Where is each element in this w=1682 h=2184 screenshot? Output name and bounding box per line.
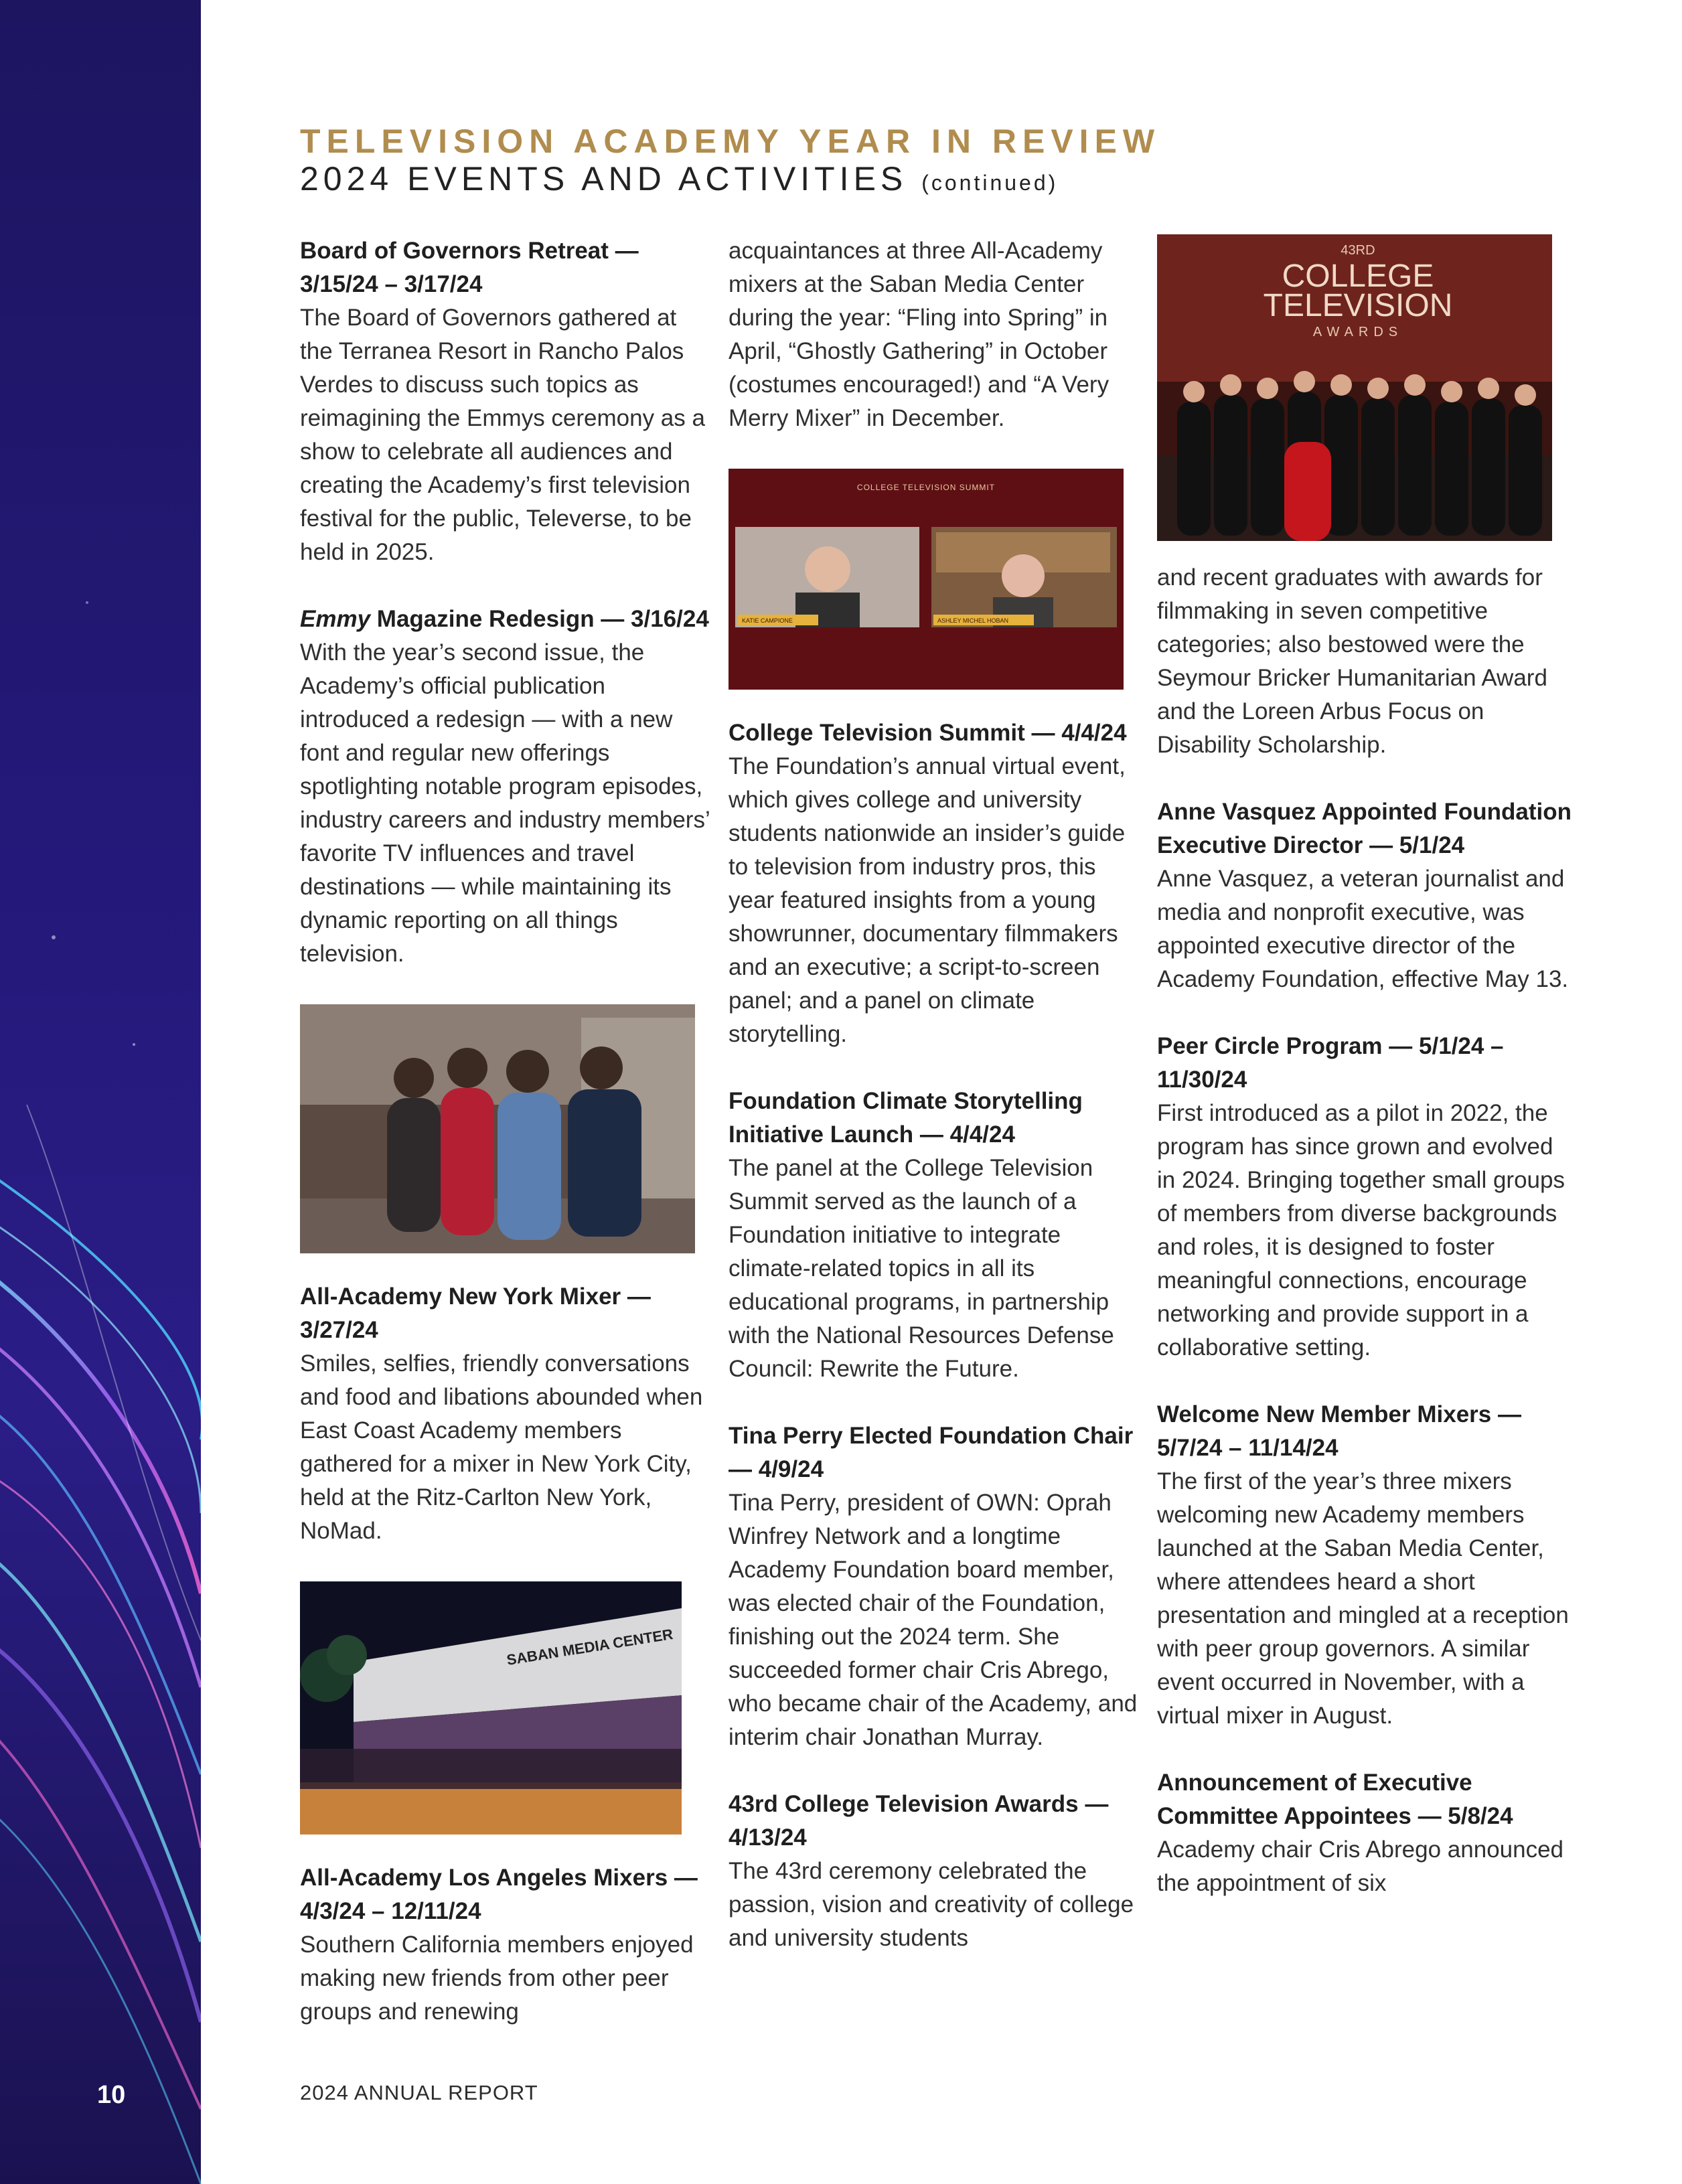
- saban-media-center-photo: [300, 1581, 682, 1835]
- event-body: and recent graduates with awards for filmmaking in seven competitive categories; also bestowed were the Seymour Bricker Humanitarian Award and the Loreen Arbus Focus on Disability Scholarship.: [1157, 564, 1547, 758]
- awards-title-line-2: TELEVISION: [1263, 288, 1453, 323]
- magazine-name: Emmy: [300, 606, 371, 632]
- event-body: The panel at the College Television Summit served as the launch of a Foundation initiative to integrate climate-related topics in all its educational programs, in partnership with the National Resources Defense Council: Rewrite the Future.: [729, 1155, 1114, 1382]
- page-number: 10: [97, 2081, 126, 2109]
- event-title: All-Academy New York Mixer — 3/27/24: [300, 1283, 651, 1343]
- saban-sign-text: SABAN MEDIA CENTER: [505, 1625, 674, 1668]
- event-body: Southern California members enjoyed making new friends from other peer groups and renewing: [300, 1932, 694, 2025]
- awards-title-line-1: COLLEGE: [1282, 258, 1434, 294]
- college-television-awards-photo: [1157, 234, 1552, 541]
- event-title: 43rd College Television Awards — 4/13/24: [729, 1791, 1109, 1851]
- summit-speaker-2: ASHLEY MICHEL HOBAN: [937, 617, 1009, 624]
- event-title: Tina Perry Elected Foundation Chair — 4/9/24: [729, 1423, 1134, 1482]
- event-body: The 43rd ceremony celebrated the passion, vision and creativity of college and university students: [729, 1858, 1134, 1951]
- event-body: The Board of Governors gathered at the Terranea Resort in Rancho Palos Verdes to discuss such topics as reimagining the Emmys ceremony as a show to celebrate all audiences and creating the Academy’s first television festival for the public, Televerse, to be held in 2025.: [300, 305, 705, 565]
- footer-label: 2024 ANNUAL REPORT: [300, 2081, 538, 2104]
- decorative-sidebar: [0, 0, 201, 2184]
- event-title: Anne Vasquez Appointed Foundation Executive Director — 5/1/24: [1157, 799, 1572, 858]
- page-title-text: 2024 EVENTS AND ACTIVITIES: [300, 160, 908, 198]
- event-title: Announcement of Executive Committee Appointees — 5/8/24: [1157, 1770, 1513, 1829]
- section-kicker: TELEVISION ACADEMY YEAR IN REVIEW: [300, 123, 1161, 160]
- event-title: Welcome New Member Mixers — 5/7/24 – 11/14/24: [1157, 1401, 1521, 1461]
- awards-title-line-3: AWARDS: [1312, 325, 1403, 339]
- summit-banner-text: COLLEGE TELEVISION SUMMIT: [856, 483, 996, 492]
- college-television-summit-photo: [729, 469, 1124, 690]
- summit-speaker-1: KATIE CAMPIONE: [742, 617, 793, 624]
- awards-number-text: 43RD: [1341, 243, 1375, 258]
- event-body: The first of the year’s three mixers welcoming new Academy members launched at the Saban Media Center, where attendees heard a short presentation and mingled at a reception with peer group governors. A similar event occurred in November, with a virtual mixer in August.: [1157, 1468, 1569, 1729]
- event-title: Board of Governors Retreat — 3/15/24 – 3/17/24: [300, 238, 639, 297]
- event-body: The Foundation’s annual virtual event, which gives college and university students nationwide an insider’s guide to television from industry pros, this year featured insights from a young showrunner, documentary filmmakers and an executive; a script-to-screen panel; and a panel on climate storytelling.: [729, 753, 1126, 1047]
- event-title: All-Academy Los Angeles Mixers — 4/3/24 – 12/11/24: [300, 1865, 698, 1924]
- event-title: College Television Summit — 4/4/24: [729, 720, 1127, 746]
- column-1: [300, 234, 715, 2062]
- event-body: Academy chair Cris Abrego announced the appointment of six: [1157, 1837, 1564, 1896]
- column-2: [729, 234, 1144, 1988]
- new-york-mixer-photo: [300, 1004, 695, 1253]
- page-title: [300, 159, 1058, 198]
- column-3: [1157, 234, 1572, 1934]
- event-body: Smiles, selfies, friendly conversations and food and libations abounded when East Coast Academy members gathered for a mixer in New York City, held at the Ritz-Carlton New York, NoMad.: [300, 1350, 703, 1544]
- event-title: Foundation Climate Storytelling Initiative Launch — 4/4/24: [729, 1088, 1083, 1148]
- event-title: Peer Circle Program — 5/1/24 – 11/30/24: [1157, 1033, 1504, 1093]
- event-body: First introduced as a pilot in 2022, the program has since grown and evolved in 2024. Bringing together small groups of members from diverse backgrounds and roles, it is designed to foster meaningful connections, encourage networking and provide support in a collaborative setting.: [1157, 1100, 1565, 1360]
- event-body: Tina Perry, president of OWN: Oprah Winfrey Network and a longtime Academy Foundation board member, was elected chair of the Foundation, finishing out the 2024 term. She succeeded former chair Cris Abrego, who became chair of the Academy, and interim chair Jonathan Murray.: [729, 1490, 1138, 1750]
- event-body: Anne Vasquez, a veteran journalist and media and nonprofit executive, was appointed executive director of the Academy Foundation, effective May 13.: [1157, 866, 1569, 992]
- event-title: Emmy Magazine Redesign — 3/16/24: [300, 606, 709, 632]
- event-body: With the year’s second issue, the Academy’s official publication introduced a redesign — with a new font and regular new offerings spotlighting notable program episodes, industry careers and industry members’ favorite TV influences and travel destinations — while maintaining its dynamic reporting on all things television.: [300, 639, 710, 967]
- light-streaks-graphic: [0, 0, 201, 2184]
- continued-label: (continued): [921, 171, 1059, 195]
- event-body: acquaintances at three All-Academy mixers at the Saban Media Center during the year: “Fling into Spring” in April, “Ghostly Gathering” in October (costumes encouraged!) and “A Very Merry Mixer” in December.: [729, 238, 1110, 431]
